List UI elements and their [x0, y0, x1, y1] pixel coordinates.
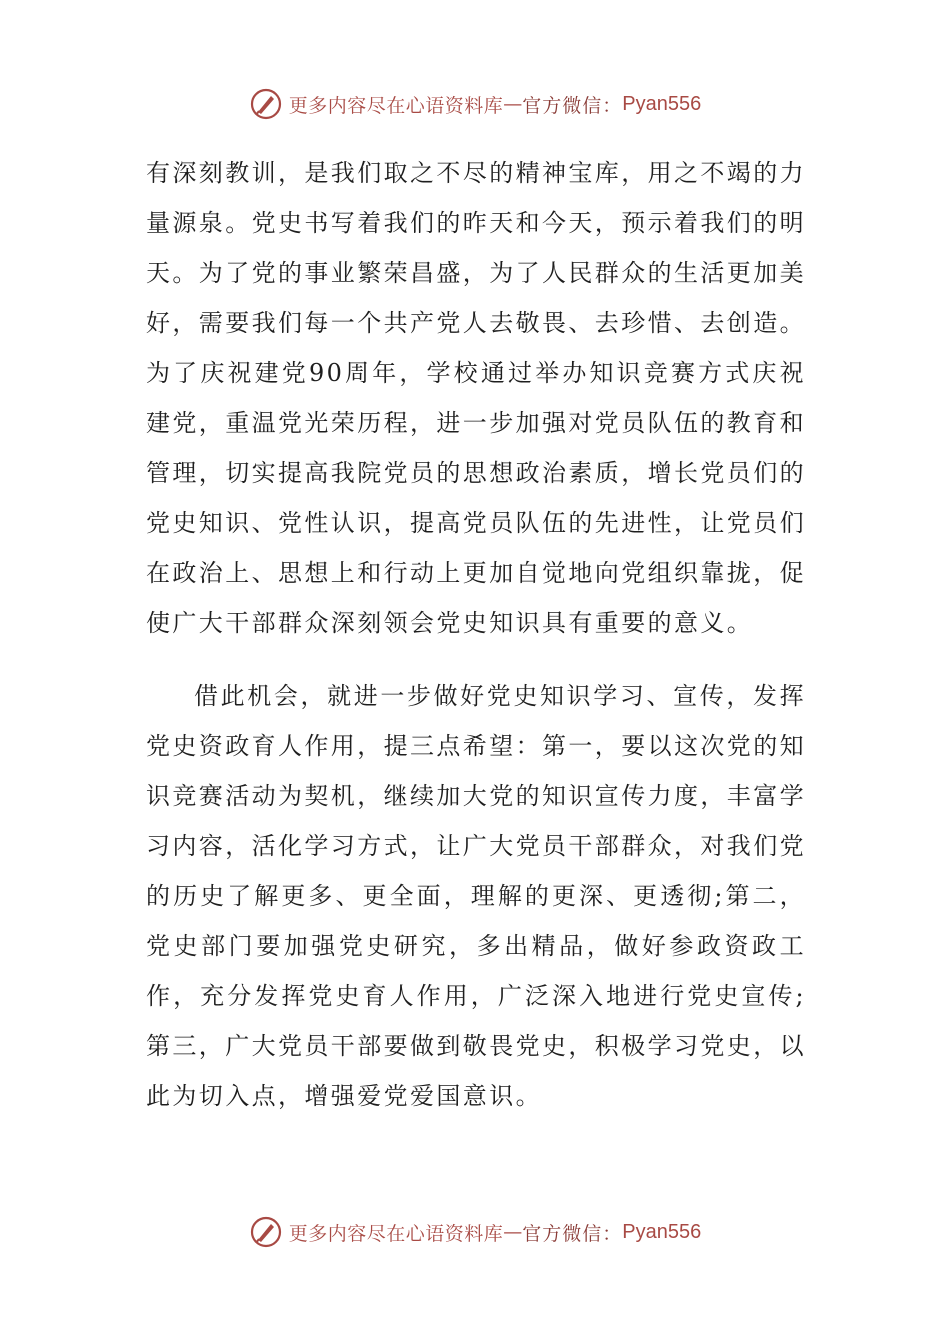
- footer-wechat-id: Pyan556: [622, 1220, 702, 1243]
- header-dash: —: [503, 93, 523, 115]
- paragraph-1: 有深刻教训，是我们取之不尽的精神宝库，用之不竭的力量源泉。党史书写着我们的昨天和今天，预示着我们的明天。为了党的事业繁荣昌盛，为了人民群众的生活更加美好，需要我们每一个共产党人去敬畏、去珍惜、去创造。为了庆祝建党90周年，学校通过举办知识竞赛方式庆祝建党，重温党光荣历程，进一步加强对党员队伍的教育和管理，切实提高我院党员的思想政治素质，增长党员们的党史知识、党性认识，提高党员队伍的先进性，让党员们在政治上、思想上和行动上更加自觉地向党组织靠拢，促使广大干部群众深刻领会党史知识具有重要的意义。: [146, 159, 806, 637]
- footer-dash: —: [503, 1221, 523, 1243]
- quill-logo-icon: [249, 1215, 283, 1249]
- paragraph-2: 借此机会，就进一步做好党史知识学习、宣传，发挥党史资政育人作用，提三点希望：第一，要以这次党的知识竞赛活动为契机，继续加大党的知识宣传力度，丰富学习内容，活化学习方式，让广大党员干部群众，对我们党的历史了解更多、更全面，理解的更深、更透彻;第二，党史部门要加强党史研究，多出精品，做好参政资政工作，充分发挥党史育人作用，广泛深入地进行党史宣传;第三，广大党员干部要做到敬畏党史，积极学习党史，以此为切入点，增强爱党爱国意识。: [146, 682, 806, 1110]
- header-brand-text: 更多内容尽在心语资料库: [288, 94, 504, 117]
- quill-logo-icon: [249, 87, 283, 121]
- header-banner: [0, 84, 950, 124]
- header-wechat-id: Pyan556: [622, 92, 702, 115]
- document-body: [146, 148, 806, 1121]
- footer-wechat-label: 官方微信：: [522, 1222, 623, 1245]
- footer-brand-text: 更多内容尽在心语资料库: [288, 1222, 504, 1245]
- footer-banner: [0, 1212, 950, 1252]
- header-wechat-label: 官方微信：: [522, 94, 623, 117]
